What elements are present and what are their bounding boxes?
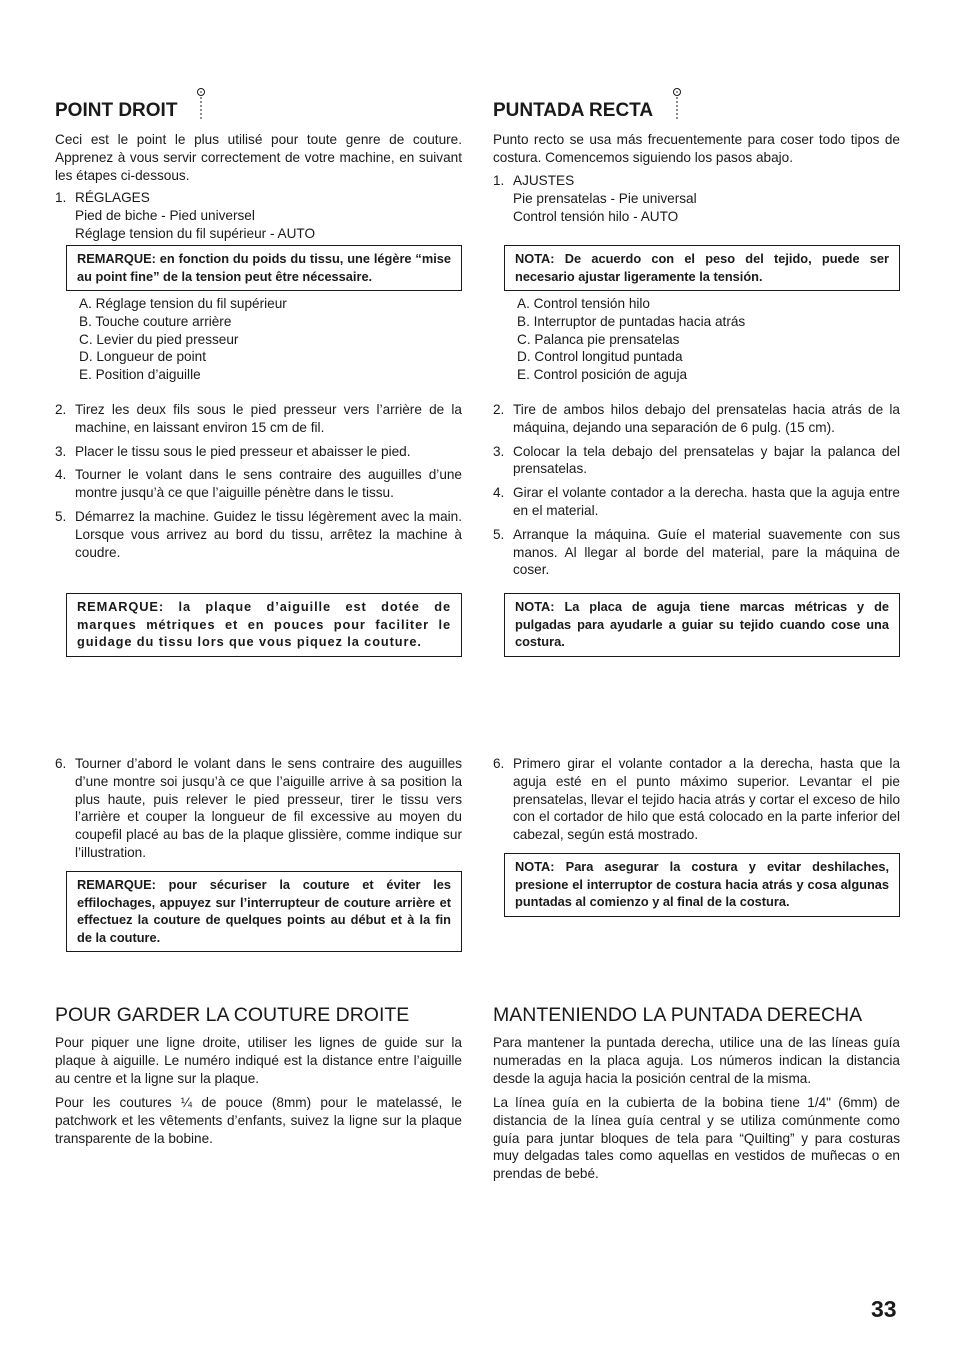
setup-line: Pied de biche - Pied universel (75, 207, 255, 223)
steps-list (55, 755, 462, 868)
note-box: REMARQUE: la plaque d’aiguille est dotée de marques métriques et en pouces pour faciliter le guidage du tissu lors que vous piquez la couture. (66, 593, 462, 657)
step-text: Tourner le volant dans le sens contraire des auguilles d’une montre jusqu’à ce que l’aiguille pénètre dans le tissu. (75, 467, 462, 501)
note-box: NOTA: Para asegurar la costura y evitar deshilaches, presione el interruptor de costura hacia atrás y cosa algunas puntadas al comienzo y al final de la costura. (504, 853, 900, 917)
list-item: A. Control tensión hilo (517, 296, 650, 311)
step-text: Placer le tissu sous le pied presseur et abaisser le pied. (75, 443, 411, 459)
straight-stitch-icon (195, 88, 207, 120)
note-box: NOTA: De acuerdo con el peso del tejido, puede ser necesario ajustar ligeramente la tensión. (504, 245, 900, 291)
step-text: Démarrez la machine. Guidez le tissu légèrement avec la main. Lorsque vous arrivez au bord du tissu, arrêtez la machine à coudre. (75, 508, 462, 560)
paragraph: Para mantener la puntada derecha, utilice una de las líneas guía numeradas en la placa aguja. Los números indican la distancia desde la aguja hacia la posición central de la misma. (493, 1035, 900, 1086)
setup-lines (513, 172, 697, 225)
setup-block (493, 172, 900, 225)
step-text: Tourner d’abord le volant dans le sens contraire des auguilles d’une montre soi jusqu’à ce que l’aiguille arrive à sa position la plus haute, puis relever le pied presseur, tirer le tissu vers l’arrière et couper la longueur de fil excessive au moyen du coupefil placé au bas de la plaque glissière, comme indique sur l’illustration. (75, 756, 462, 860)
section-title-text: POINT DROIT (55, 100, 178, 121)
list-item (55, 755, 462, 862)
steps-list (55, 401, 462, 567)
section-subtitle: MANTENIENDO LA PUNTADA DERECHA (493, 1004, 863, 1026)
list-item (493, 443, 900, 479)
list-item (493, 484, 900, 520)
step-number: 5. (493, 526, 505, 542)
step-number: 6. (55, 756, 67, 771)
setup-line: Réglage tension du fil supérieur - AUTO (75, 225, 316, 241)
step-number: 1. (55, 190, 67, 205)
step-number: 6. (493, 756, 505, 771)
list-item: B. Interruptor de puntadas hacia atrás (517, 313, 746, 329)
steps-list (493, 401, 900, 585)
list-item: C. Levier du pied presseur (79, 331, 239, 347)
list-item (493, 401, 900, 437)
step-number: 1. (493, 173, 505, 188)
section-title (493, 100, 900, 122)
parts-list (517, 295, 745, 384)
step-number: 5. (55, 508, 67, 524)
paragraph: Pour piquer une ligne droite, utiliser les lignes de guide sur la plaque à aiguille. Le numéro indiqué est la distance entre l’aiguille au centre et la ligne sur la plaque. (55, 1035, 462, 1086)
list-item: D. Longueur de point (79, 349, 206, 365)
step-number: 3. (493, 443, 505, 459)
list-item (55, 401, 462, 437)
list-item: D. Control longitud puntada (517, 349, 683, 365)
step-text: Tirez les deux fils sous le pied presseur vers l’arrière de la machine, en laissant environ 15 cm de fil. (75, 402, 462, 435)
step-text: Girar el volante contador a la derecha. hasta que la aguja entre en el material. (513, 485, 900, 518)
french-column (55, 0, 462, 1350)
section-title (55, 100, 462, 122)
list-item (493, 755, 900, 844)
section-subtitle: POUR GARDER LA COUTURE DROITE (55, 1004, 410, 1026)
page-number: 33 (871, 1296, 897, 1322)
list-item: E. Position d’aiguille (79, 367, 201, 383)
setup-lines (75, 189, 315, 242)
setup-row (55, 189, 462, 242)
setup-heading: RÉGLAGES (75, 190, 150, 205)
intro-text: Punto recto se usa más frecuentemente para coser todo tipos de costura. Comencemos siguiendo los pasos abajo. (493, 132, 900, 165)
note-box: NOTA: La placa de aguja tiene marcas métricas y de pulgadas para ayudarle a guiar su tejido cuando cose una costura. (504, 593, 900, 657)
list-item: B. Touche couture arrière (79, 313, 232, 329)
list-item: A. Réglage tension du fil supérieur (79, 296, 287, 311)
step-number: 3. (55, 443, 67, 459)
list-item (55, 443, 462, 461)
note-box: REMARQUE: en fonction du poids du tissu, une légère “mise au point fine” de la tension peut être nécessaire. (66, 245, 462, 291)
paragraph: Pour les coutures ¼ de pouce (8mm) pour le matelassé, le patchwork et les vêtements d’enfants, suivez la ligne sur la plaque transparente de la bobine. (55, 1095, 462, 1146)
list-item (55, 466, 462, 502)
step-number: 2. (55, 402, 67, 417)
step-number: 4. (55, 467, 67, 483)
step-text: Primero girar el volante contador a la derecha, hasta que la aguja esté en el punto máximo superior. Levantar el pie prensatelas, llevar el tejido hacia atrás y cortar el exceso de hilo con el cortador de hilo que está colocado en la parte inferior del cabezal, según está mostrado. (513, 756, 900, 843)
list-item: E. Control posición de aguja (517, 367, 688, 383)
note-box: REMARQUE: pour sécuriser la couture et éviter les effilochages, appuyez sur l’interrupteur de couture arrière et effectuez la couture de quelques points au début et à la fin de la couture. (66, 871, 462, 952)
setup-heading: AJUSTES (513, 173, 575, 188)
paragraph: La línea guía en la cubierta de la bobina tiene 1/4" (6mm) de distancia de la línea guía central y se utiliza comúnmente como guía para juntar bloques de tela para “Quilting” y para costuras muy delgadas tales como aquellas en vestidos de muñecas o en prendas de bebé. (493, 1095, 900, 1182)
intro-text: Ceci est le point le plus utilisé pour toute genre de couture. Apprenez à vous servir correctement de votre machine, en suivant les étapes ci-dessous. (55, 132, 462, 183)
straight-stitch-icon (671, 88, 683, 120)
setup-row (493, 172, 900, 225)
parts-list (79, 295, 287, 384)
step-text: Colocar la tela debajo del prensatelas y bajar la palanca del prensatelas. (513, 443, 900, 477)
step-number: 4. (493, 485, 505, 501)
step-number: 2. (493, 402, 505, 417)
steps-list (493, 755, 900, 850)
setup-line: Control tensión hilo - AUTO (513, 208, 679, 224)
list-item (493, 526, 900, 579)
section-title-text: PUNTADA RECTA (493, 100, 654, 121)
setup-line: Pie prensatelas - Pie universal (513, 190, 697, 206)
list-item: C. Palanca pie prensatelas (517, 331, 680, 347)
step-text: Arranque la máquina. Guíe el material suavemente con sus manos. Al llegar al borde del material, pare la máquina de coser. (513, 526, 900, 578)
list-item (55, 508, 462, 561)
spanish-column (493, 0, 900, 1350)
setup-block (55, 189, 462, 242)
step-text: Tire de ambos hilos debajo del prensatelas hacia atrás de la máquina, dejando una separación de 6 pulg. (15 cm). (513, 402, 900, 435)
